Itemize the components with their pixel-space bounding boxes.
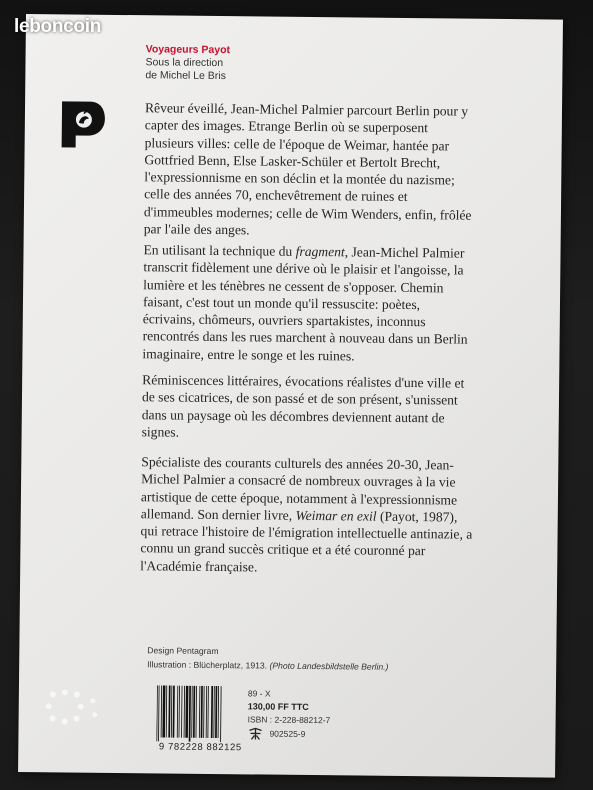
- embossed-dots-decoration: [40, 686, 100, 733]
- blurb-paragraph-2-emphasis: fragment: [295, 243, 345, 260]
- book-back-cover: [18, 14, 563, 778]
- barcode-bar: [199, 686, 200, 738]
- barcode-bars: [156, 685, 251, 742]
- design-credit: Design Pentagram: [147, 645, 219, 657]
- barcode: [146, 683, 255, 756]
- barcode-bar: [193, 686, 195, 738]
- series-name: Voyageurs Payot: [145, 43, 231, 57]
- barcode-bar: [191, 686, 192, 738]
- barcode-bar: [181, 686, 182, 738]
- barcode-bar: [215, 686, 217, 738]
- reference-line: [247, 727, 330, 741]
- barcode-bar: [158, 685, 159, 741]
- barcode-bar: [162, 685, 165, 737]
- author-bio: [140, 453, 473, 578]
- author-bio-part-b: (Payot, 1987), qui retrace l'histoire de l'émigration intellectuelle antinazie, a connu un grand succès critique et a été couronné par l'Académie française.: [140, 508, 473, 575]
- blurb-paragraph-2-part-b: , Jean-Michel Palmier transcrit fidèlement une dérive où le plaisir et l'angoisse, la lumière et les ténèbres ne cessent de s'opposer. Chemin faisant, c'est tout un monde qu'il ressuscite: poètes, écrivains, chômeurs, ouvriers spartakistes, inconnus rencontrés dans les rues marchent à nouveau dans un Berlin imaginaire, entre le songe et les ruines.: [142, 244, 468, 364]
- blurb-paragraph-2-part-a: En utilisant la technique du: [143, 242, 296, 259]
- barcode-bar: [184, 686, 185, 738]
- blurb-paragraph-3-text: Réminiscences littéraires, évocations réalistes d'une ville et de ses cicatrices, de son passé et de son présent, s'unissent dans un paysage où les décombres deviennent autant de signes.: [141, 372, 465, 440]
- price: 130,00 FF TTC: [247, 701, 309, 713]
- barcode-number: 9 782228 882125: [158, 741, 242, 754]
- barcode-bar: [185, 686, 188, 738]
- reference-number: 902525-9: [269, 728, 306, 739]
- barcode-bar: [207, 686, 208, 738]
- barcode-bar: [168, 686, 170, 738]
- blurb-paragraph-3: [142, 371, 475, 444]
- blurb-paragraph-1-text: Rêveur éveillé, Jean-Michel Palmier parcourt Berlin pour y capter des images. Etrange Berlin où se superposent plusieurs villes: celle de l'époque de Weimar, hantée par Gottfried Benn, Else Lasker-Schüler et Bertolt Brecht, l'expressionnisme en son déclin et la montée du nazisme; celle des années 70, enchevêtrement de ruines et d'immeubles modernes; celle de Wim Wenders, enfin, frôlée par l'aile des anges.: [143, 100, 472, 238]
- barcode-bar: [220, 686, 221, 742]
- price-info: [247, 687, 330, 741]
- author-bio-text: [140, 453, 473, 578]
- blurb-paragraph-2: [142, 241, 475, 366]
- blurb-paragraph-2-text: [142, 241, 475, 366]
- barcode-bar: [213, 686, 214, 738]
- barcode-bar: [203, 686, 204, 738]
- illustration-credit: [147, 657, 388, 674]
- credits: [147, 643, 389, 674]
- product-code: 89 - X: [247, 688, 271, 699]
- barcode-bar: [179, 686, 180, 738]
- barcode-bar: [218, 686, 219, 738]
- barcode-bar: [173, 686, 175, 738]
- leboncoin-watermark: leboncoin: [14, 16, 102, 37]
- barcode-bar: [206, 686, 207, 738]
- author-bio-part-a: Spécialiste des courants culturels des années 20-30, Jean-Michel Palmier a consacré de nombreux ouvrages à la vie artistique de cette époque, notamment à l'expressionnisme allemand. Son dernier livre,: [140, 454, 458, 523]
- barcode-bar: [156, 685, 157, 741]
- barcode-bar: [171, 686, 172, 738]
- barcode-bar: [196, 686, 197, 738]
- barcode-bar: [177, 686, 178, 738]
- barcode-bar: [161, 685, 162, 737]
- barcode-bar: [166, 686, 167, 738]
- author-bio-book-title: Weimar en exil: [295, 507, 377, 524]
- series-line-2: Sous la direction: [145, 56, 224, 70]
- barcode-bar: [211, 686, 213, 738]
- payot-logo-icon: [60, 99, 107, 149]
- illustration-credit-text: Illustration : Blücherplatz, 1913.: [147, 659, 268, 671]
- series-info: [145, 43, 230, 83]
- blurb-paragraph-1: [144, 99, 477, 241]
- isbn: ISBN : 2-228-88212-7: [247, 714, 331, 726]
- photo-credit: (Photo Landesbildstelle Berlin.): [269, 660, 389, 672]
- publisher-mark-icon: [247, 727, 263, 740]
- barcode-bar: [189, 686, 191, 742]
- series-line-3: de Michel Le Bris: [145, 69, 226, 83]
- barcode-bar: [201, 686, 203, 738]
